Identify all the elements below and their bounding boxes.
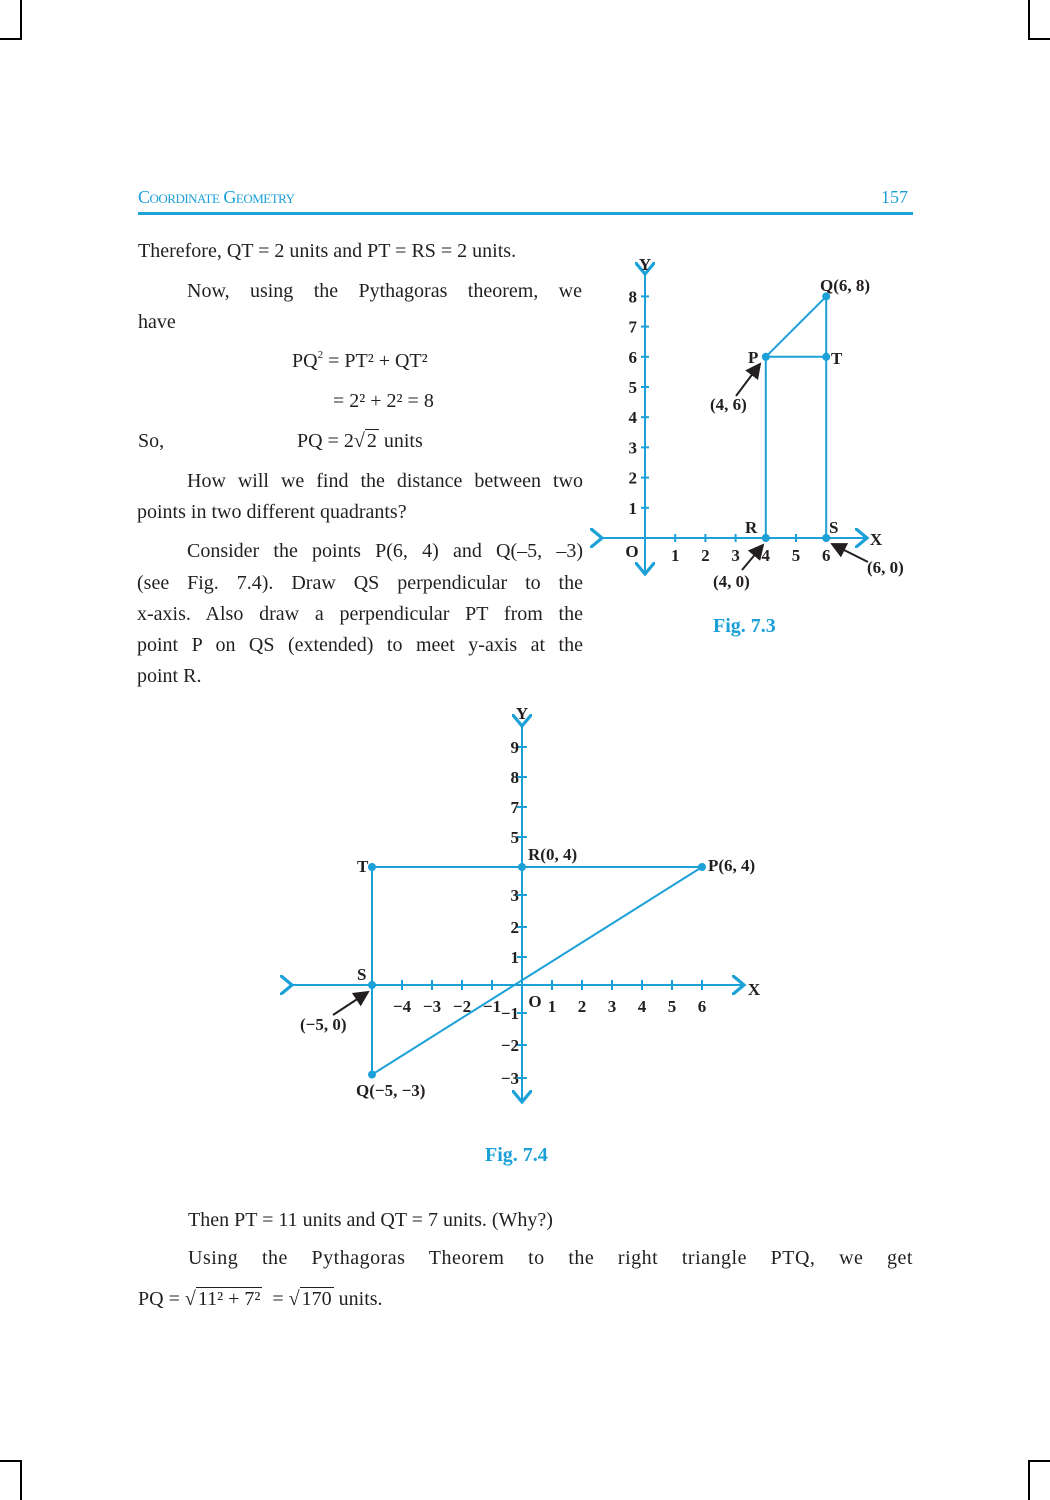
x-tick-label: 6 <box>821 546 831 565</box>
x-tick-label: 1 <box>547 997 557 1016</box>
page-number: 157 <box>881 187 908 207</box>
pointer-arrow <box>736 364 760 396</box>
point-P <box>762 353 770 361</box>
x-tick-label: 2 <box>701 546 710 565</box>
y-tick-label: 2 <box>628 468 637 488</box>
y-tick-label: 8 <box>628 287 637 307</box>
y-tick-label: 7 <box>628 317 637 337</box>
point-Q <box>368 1071 376 1079</box>
point-T <box>822 353 830 361</box>
y-tick-label: −1 <box>500 1004 519 1023</box>
y-tick-label: 4 <box>628 408 637 428</box>
paragraph: How will we find the distance between two <box>187 470 583 492</box>
coordinate-annotation: (−5, 0) <box>300 1015 347 1034</box>
coordinate-annotation: (4, 0) <box>713 572 750 591</box>
label-so: So, <box>138 430 165 452</box>
figure-caption: Fig. 7.4 <box>485 1144 548 1166</box>
paragraph: Consider the points P(6, 4) and Q(–5, –3) <box>187 540 583 562</box>
y-tick-label: 7 <box>510 798 519 817</box>
coordinate-annotation: (4, 6) <box>710 395 747 414</box>
y-tick-label: −2 <box>500 1036 519 1055</box>
sqrt-radicand: 2 <box>366 430 377 452</box>
paragraph: Now, using the Pythagoras theorem, we <box>187 280 582 302</box>
eq-units: units <box>383 430 423 452</box>
segment-PQ <box>766 296 826 356</box>
x-tick-label: −3 <box>422 997 442 1016</box>
figure-7-3 <box>600 255 904 591</box>
point-P <box>698 863 706 871</box>
point-T <box>368 863 376 871</box>
y-tick-label: 5 <box>628 378 637 397</box>
equation: PQ = 2√ 2 units <box>297 430 423 452</box>
y-tick-label: 5 <box>510 828 519 847</box>
x-tick-label: 3 <box>731 546 740 565</box>
point-label-T: T <box>831 349 843 368</box>
y-tick-label: 2 <box>510 918 519 937</box>
chapter-title: Coordinate Geometry <box>138 187 295 207</box>
y-tick-label: 3 <box>510 886 519 905</box>
x-tick-label: −4 <box>392 997 412 1016</box>
point-S <box>368 981 376 989</box>
point-label-T: T <box>357 857 369 876</box>
x-tick-label: 5 <box>791 546 801 565</box>
segment-QP <box>372 867 702 1075</box>
origin-label: O <box>625 542 639 561</box>
sqrt-radicand: 11² + 7² <box>197 1288 261 1310</box>
eq-lhs: PQ <box>292 350 318 372</box>
paragraph: (see Fig. 7.4). Draw QS perpendicular to the <box>137 572 583 594</box>
point-label-S: S <box>357 965 367 984</box>
x-tick-label: 3 <box>607 997 617 1016</box>
eq-units: units. <box>338 1288 383 1310</box>
pointer-arrow <box>333 992 368 1015</box>
paragraph: point P on QS (extended) to meet y-axis at the <box>137 634 583 656</box>
coordinate-annotation: (6, 0) <box>867 558 904 577</box>
point-label-R: R(0, 4) <box>528 845 578 864</box>
eq-lhs: PQ = <box>138 1288 180 1310</box>
y-tick-label: −3 <box>500 1069 519 1088</box>
y-tick-label: 1 <box>510 948 519 967</box>
paragraph: have <box>138 311 176 333</box>
equation: PQ = √ 11² + 7² = √ 170 units. <box>138 1288 383 1310</box>
point-label-R: R <box>745 518 758 537</box>
x-tick-label: 5 <box>667 997 677 1016</box>
pointer-arrow <box>832 544 868 562</box>
eq-equals: = <box>272 1288 284 1310</box>
x-tick-label: 4 <box>637 997 647 1016</box>
point-label-Q: Q(6, 8) <box>820 276 871 295</box>
paragraph: Therefore, QT = 2 units and PT = RS = 2 units. <box>138 240 517 262</box>
point-label-P: P(6, 4) <box>708 856 756 875</box>
equation: $PQ^2 = PT^2 + QT^2$ <box>292 349 428 372</box>
point-label-Q: Q(−5, −3) <box>356 1081 426 1100</box>
pointer-arrow <box>742 545 763 570</box>
paragraph: points in two different quadrants? <box>137 501 407 523</box>
y-tick-label: 1 <box>628 498 637 518</box>
paragraph: x-axis. Also draw a perpendicular PT from the <box>137 603 583 625</box>
x-tick-label: 4 <box>761 546 771 565</box>
figure-7-4 <box>290 704 761 1100</box>
eq-rhs: = PT² + QT² <box>328 350 428 372</box>
y-tick-label: 3 <box>628 438 637 458</box>
x-tick-label: 1 <box>670 546 680 565</box>
x-tick-label: 2 <box>577 997 587 1016</box>
paragraph: Then PT = 11 units and QT = 7 units. (Why?) <box>188 1209 553 1231</box>
equation: = 2² + 2² = 8 <box>333 390 434 412</box>
figure-caption: Fig. 7.3 <box>713 615 776 637</box>
y-axis-label: Y <box>638 255 652 274</box>
eq-lhs: PQ = <box>297 430 339 452</box>
x-tick-label: 6 <box>697 997 707 1016</box>
y-tick-label: 8 <box>510 768 519 787</box>
x-axis-label: X <box>747 980 761 999</box>
y-tick-label: 9 <box>510 738 519 757</box>
y-tick-label: 6 <box>628 347 637 367</box>
origin-label: O <box>528 992 542 1011</box>
x-tick-label: −1 <box>482 997 502 1016</box>
eq-coef: 2 <box>343 430 354 452</box>
paragraph: point R. <box>137 665 202 687</box>
point-R <box>762 534 770 542</box>
sqrt-radicand: 170 <box>301 1288 332 1310</box>
y-axis-label: Y <box>515 704 529 723</box>
point-label-P: P <box>748 348 759 367</box>
x-axis-label: X <box>869 530 883 549</box>
x-tick-label: −2 <box>452 997 472 1016</box>
point-R <box>518 863 526 871</box>
paragraph: Using the Pythagoras Theorem to the right triangle PTQ, we get <box>188 1247 913 1269</box>
point-label-S: S <box>829 518 839 537</box>
